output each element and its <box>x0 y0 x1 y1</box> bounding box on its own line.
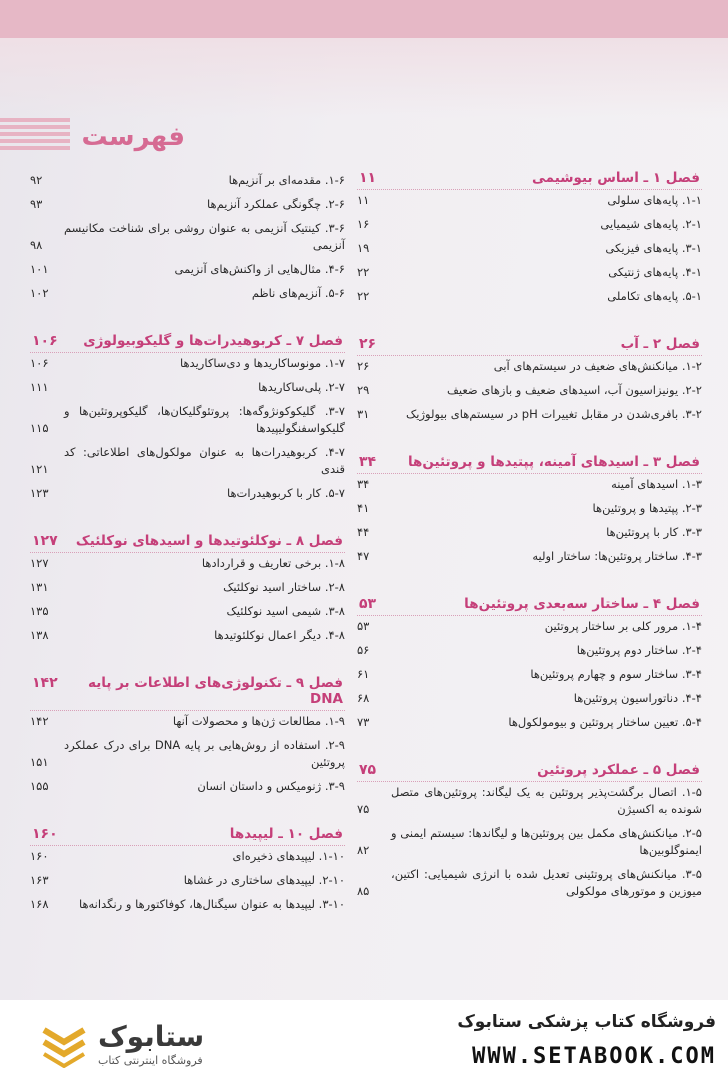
entry-title: فصل ۱۰ ـ لیپیدها <box>229 826 343 842</box>
decorative-stripes <box>0 118 70 158</box>
page-number: ۱۳۵ <box>30 604 49 618</box>
page-number: ۵۳ <box>359 596 377 612</box>
page-number: ۱۰۱ <box>30 262 49 276</box>
page-number: ۱۴۲ <box>30 714 49 728</box>
page-number: ۱۴۲ <box>32 675 58 691</box>
toc-entry[interactable] <box>357 216 702 233</box>
entry-title: ۱-۵. اتصال برگشت‌پذیر پروتئین به یک لیگاند: پروتئین‌های متصل شونده به اکسیژن <box>391 785 702 816</box>
page-number: ۲۲ <box>357 289 370 303</box>
entry-title: ۳-۷. گلیکوکونژوگه‌ها: پروتئوگلیکان‌ها، گلیکوپروتئین‌ها و گلیکواسفنگولیپیدها <box>64 404 345 435</box>
chapter-heading[interactable] <box>357 334 702 356</box>
page-number: ۱۲۱ <box>30 462 49 476</box>
entry-title: فصل ۹ ـ تکنولوژی‌های اطلاعات بر پایه DNA <box>88 675 343 707</box>
toc-entry[interactable] <box>357 264 702 281</box>
page-number: ۲۶ <box>357 359 370 373</box>
toc-entry[interactable] <box>30 379 345 396</box>
toc-entry[interactable] <box>30 285 345 302</box>
entry-title: ۴-۱. پایه‌های ژنتیکی <box>608 265 702 279</box>
page-title: فهرست <box>81 122 185 152</box>
chapter-heading[interactable] <box>30 824 345 846</box>
toc-entry[interactable] <box>357 866 702 900</box>
toc-entry[interactable] <box>357 382 702 399</box>
section-gap <box>30 802 345 824</box>
entry-title: ۳-۹. ژنومیکس و داستان انسان <box>197 779 345 793</box>
toc-entry[interactable] <box>357 666 702 683</box>
entry-title: ۳-۳. کار با پروتئین‌ها <box>606 525 702 539</box>
header-band <box>0 0 728 38</box>
page-number: ۷۳ <box>357 715 370 729</box>
section-gap <box>30 651 345 673</box>
entry-title: ۱-۴. مرور کلی بر ساختار پروتئین <box>544 619 702 633</box>
toc-entry[interactable] <box>30 737 345 771</box>
toc-entry[interactable] <box>30 403 345 437</box>
section-gap <box>30 509 345 531</box>
section-gap <box>357 738 702 760</box>
entry-title: ۵-۴. تعیین ساختار پروتئین و بیومولکول‌ها <box>508 715 702 729</box>
chapter-heading[interactable] <box>357 760 702 782</box>
page-number: ۵۳ <box>357 619 370 633</box>
entry-title: ۳-۲. بافری‌شدن در مقابل تغییرات pH در سیستم‌های بیولوژیک <box>405 407 702 421</box>
entry-title: ۳-۱۰. لیپیدها به عنوان سیگنال‌ها، کوفاکتورها و رنگدانه‌ها <box>78 897 345 911</box>
store-name: فروشگاه کتاب پزشکی ستابوک <box>457 1012 716 1032</box>
entry-title: ۲-۷. پلی‌ساکاریدها <box>258 380 345 394</box>
toc-entry[interactable] <box>357 476 702 493</box>
website-link[interactable]: WWW.SETABOOK.COM <box>472 1044 716 1069</box>
page-number: ۲۲ <box>357 265 370 279</box>
page-number: ۴۷ <box>357 549 370 563</box>
toc-entry[interactable] <box>30 627 345 644</box>
toc-entry[interactable] <box>357 358 702 375</box>
entry-title: ۱-۷. مونوساکاریدها و دی‌ساکاریدها <box>179 356 345 370</box>
entry-title: فصل ۱ ـ اساس بیوشیمی <box>531 170 700 186</box>
page-number: ۱۶ <box>357 217 370 231</box>
page-number: ۱۶۳ <box>30 873 49 887</box>
toc-entry[interactable] <box>357 524 702 541</box>
section-gap <box>357 572 702 594</box>
page-number: ۳۴ <box>359 454 377 470</box>
page-number: ۱۶۸ <box>30 897 49 911</box>
entry-title: فصل ۵ ـ عملکرد پروتئین <box>537 762 700 778</box>
toc-entry[interactable] <box>357 500 702 517</box>
entry-title: ۲-۱. پایه‌های شیمیایی <box>600 217 702 231</box>
toc-entry[interactable] <box>30 261 345 278</box>
page-number: ۱۶۰ <box>32 826 58 842</box>
entry-title: فصل ۴ ـ ساختار سه‌بعدی پروتئین‌ها <box>464 596 700 612</box>
toc-left-column <box>30 172 345 920</box>
page-number: ۱۶۰ <box>30 849 49 863</box>
page-number: ۱۹ <box>357 241 370 255</box>
entry-title: ۱-۱. پایه‌های سلولی <box>607 193 702 207</box>
page-number: ۷۵ <box>359 762 377 778</box>
entry-title: فصل ۸ ـ نوکلئوتیدها و اسیدهای نوکلئیک <box>75 533 343 549</box>
entry-title: ۲-۸. ساختار اسید نوکلئیک <box>223 580 345 594</box>
page-number: ۶۱ <box>357 667 370 681</box>
page-number: ۲۹ <box>357 383 370 397</box>
page-number: ۵۶ <box>357 643 370 657</box>
page-number: ۱۰۲ <box>30 286 49 300</box>
footer-banner <box>0 1000 728 1080</box>
section-gap <box>357 430 702 452</box>
toc-entry[interactable] <box>30 896 345 913</box>
page-number: ۹۲ <box>30 173 43 187</box>
entry-title: ۲-۵. میانکنش‌های مکمل بین پروتئین‌ها و لیگاندها: سیستم ایمنی و ایمنوگلوبین‌ها <box>391 826 702 857</box>
entry-title: ۲-۱۰. لیپیدهای ساختاری در غشاها <box>183 873 345 887</box>
entry-title: ۲-۲. یونیزاسیون آب، اسیدهای ضعیف و بازهای ضعیف <box>446 383 702 397</box>
entry-title: ۴-۳. ساختار پروتئین‌ها: ساختار اولیه <box>532 549 702 563</box>
entry-title: ۱-۲. میانکنش‌های ضعیف در سیستم‌های آبی <box>493 359 702 373</box>
entry-title: ۱-۸. برخی تعاریف و قراردادها <box>201 556 345 570</box>
page-number: ۱۰۶ <box>32 333 58 349</box>
entry-title: ۳-۸. شیمی اسید نوکلئیک <box>226 604 345 618</box>
toc-entry[interactable] <box>30 848 345 865</box>
toc-entry[interactable] <box>357 240 702 257</box>
entry-title: ۴-۸. دیگر اعمال نوکلئوتیدها <box>214 628 345 642</box>
toc-right-column <box>357 168 702 907</box>
toc-entry[interactable] <box>357 714 702 731</box>
page-number: ۸۵ <box>357 884 370 898</box>
entry-title: ۴-۷. کربوهیدرات‌ها به عنوان مولکول‌های اطلاعاتی: کد قندی <box>64 445 345 476</box>
toc-entry[interactable] <box>357 548 702 565</box>
toc-entry[interactable] <box>30 355 345 372</box>
toc-entry[interactable] <box>30 778 345 795</box>
page-number: ۶۸ <box>357 691 370 705</box>
entry-title: ۳-۵. میانکنش‌های پروتئینی تعدیل شده با انرژی شیمیایی: اکتین، میوزین و موتورهای مولکولی <box>391 867 702 898</box>
page-number: ۱۲۷ <box>32 533 58 549</box>
header-fade <box>0 38 728 118</box>
toc-entry[interactable] <box>357 784 702 818</box>
entry-title: ۴-۴. دناتوراسیون پروتئین‌ها <box>573 691 702 705</box>
entry-title: ۱-۱۰. لیپیدهای ذخیره‌ای <box>232 849 345 863</box>
toc-entry[interactable] <box>357 288 702 305</box>
toc-entry[interactable] <box>30 872 345 889</box>
toc-entry[interactable] <box>357 825 702 859</box>
section-gap <box>357 312 702 334</box>
toc-entry[interactable] <box>30 196 345 213</box>
page-number: ۱۵۵ <box>30 779 49 793</box>
entry-title: ۲-۹. استفاده از روش‌هایی بر پایه DNA برای درک عملکرد پروتئین <box>64 738 345 769</box>
toc-entry[interactable] <box>30 603 345 620</box>
toc-entry[interactable] <box>30 555 345 572</box>
page-number: ۱۱۱ <box>30 380 49 394</box>
entry-title: ۱-۳. اسیدهای آمینه <box>611 477 702 491</box>
page-number: ۱۱ <box>357 193 370 207</box>
logo-chevron-icon <box>38 1016 90 1068</box>
entry-title: ۵-۷. کار با کربوهیدرات‌ها <box>226 486 345 500</box>
logo-subtitle: فروشگاه اینترنتی کتاب <box>98 1054 203 1067</box>
page-number: ۹۸ <box>30 238 43 252</box>
page-number: ۹۳ <box>30 197 43 211</box>
page-number: ۱۳۸ <box>30 628 49 642</box>
entry-title: ۲-۴. ساختار دوم پروتئین‌ها <box>576 643 702 657</box>
toc-entry[interactable] <box>357 406 702 423</box>
chapter-heading[interactable] <box>30 331 345 353</box>
page-number: ۱۲۳ <box>30 486 49 500</box>
page-number: ۱۲۷ <box>30 556 49 570</box>
entry-title: ۳-۱. پایه‌های فیزیکی <box>605 241 702 255</box>
toc-entry[interactable] <box>30 713 345 730</box>
toc-entry[interactable] <box>357 192 702 209</box>
entry-title: ۴-۶. مثال‌هایی از واکنش‌های آنزیمی <box>174 262 345 276</box>
toc-entry[interactable] <box>30 220 345 254</box>
page-number: ۲۶ <box>359 336 377 352</box>
page-number: ۳۱ <box>357 407 370 421</box>
entry-title: فصل ۷ ـ کربوهیدرات‌ها و گلیکوبیولوژی <box>83 333 343 349</box>
chapter-heading[interactable] <box>357 168 702 190</box>
chapter-heading[interactable] <box>357 452 702 474</box>
logo-name: ستابوک <box>98 1020 205 1053</box>
chapter-heading[interactable] <box>30 673 345 711</box>
entry-title: ۲-۳. پپتیدها و پروتئین‌ها <box>592 501 702 515</box>
entry-title: فصل ۳ ـ اسیدهای آمینه، پپتیدها و پروتئین‌ها <box>407 454 700 470</box>
toc-entry[interactable] <box>30 172 345 189</box>
entry-title: ۱-۹. مطالعات ژن‌ها و محصولات آنها <box>172 714 345 728</box>
entry-title: ۳-۶. کینتیک آنزیمی به عنوان روشی برای شناخت مکانیسم آنزیمی <box>64 221 345 252</box>
page-number: ۱۵۱ <box>30 755 49 769</box>
entry-title: ۱-۶. مقدمه‌ای بر آنزیم‌ها <box>228 173 345 187</box>
entry-title: ۲-۶. چگونگی عملکرد آنزیم‌ها <box>207 197 345 211</box>
entry-title: ۵-۱. پایه‌های تکاملی <box>607 289 702 303</box>
toc-entry[interactable] <box>30 485 345 502</box>
toc-entry[interactable] <box>357 690 702 707</box>
page-number: ۷۵ <box>357 802 370 816</box>
toc-entry[interactable] <box>30 444 345 478</box>
toc-entry[interactable] <box>357 618 702 635</box>
page-number: ۴۱ <box>357 501 370 515</box>
entry-title: فصل ۲ ـ آب <box>620 336 700 352</box>
page-number: ۱۱۵ <box>30 421 49 435</box>
page-number: ۱۳۱ <box>30 580 49 594</box>
entry-title: ۵-۶. آنزیم‌های ناظم <box>251 286 345 300</box>
entry-title: ۳-۴. ساختار سوم و چهارم پروتئین‌ها <box>530 667 702 681</box>
chapter-heading[interactable] <box>357 594 702 616</box>
page-number: ۴۴ <box>357 525 370 539</box>
page-number: ۸۲ <box>357 843 370 857</box>
page-number: ۱۰۶ <box>30 356 49 370</box>
store-logo[interactable] <box>38 1014 288 1070</box>
page-number: ۳۴ <box>357 477 370 491</box>
chapter-heading[interactable] <box>30 531 345 553</box>
toc-entry[interactable] <box>30 579 345 596</box>
toc-entry[interactable] <box>357 642 702 659</box>
section-gap <box>30 309 345 331</box>
page-number: ۱۱ <box>359 170 377 186</box>
